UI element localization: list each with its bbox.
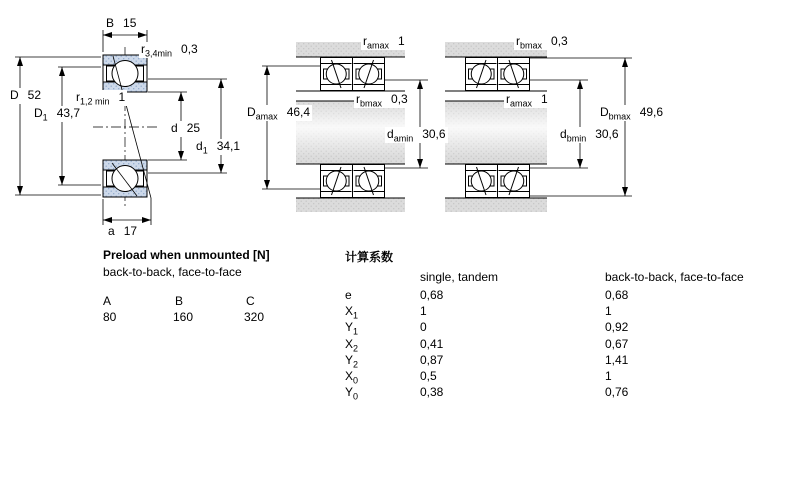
factor-value: 0,68 <box>605 288 629 302</box>
housing-section <box>445 198 547 212</box>
dim-value: 52 <box>27 88 42 102</box>
preload-col-header: B <box>175 294 184 308</box>
dim-base: D <box>247 105 256 119</box>
dim-sub: 1 <box>42 112 48 123</box>
dim-value: 43,7 <box>56 106 81 120</box>
dim-sub: bmax <box>360 98 383 109</box>
factor-label <box>345 385 358 401</box>
factors-single-column <box>420 288 443 401</box>
preload-value: 320 <box>244 310 265 324</box>
dim-label-d1 <box>194 139 242 155</box>
factors-title: 计算系数 <box>345 250 394 264</box>
bearing-section-top <box>103 55 147 92</box>
preload-value: 160 <box>173 310 194 324</box>
dim-base: a <box>108 224 115 238</box>
dim-base: r <box>356 92 360 106</box>
dim-base: D <box>600 105 609 119</box>
dim-label-Dbmax <box>598 105 665 121</box>
dim-value: 1 <box>118 90 126 104</box>
dim-value: 0,3 <box>391 92 408 106</box>
dim-value: 30,6 <box>422 127 446 141</box>
dim-value: 25 <box>186 121 201 135</box>
factors-col-paired-header: back-to-back, face-to-face <box>605 270 744 284</box>
ball <box>112 61 138 87</box>
dim-base: r <box>363 34 367 48</box>
dim-label-dbmin <box>558 127 621 143</box>
dim-a <box>103 198 151 225</box>
factor-label <box>345 320 358 336</box>
factor-symbol: X <box>345 304 354 319</box>
factors-paired-column <box>605 288 628 401</box>
factor-value: 1 <box>605 368 612 383</box>
dim-sub: amax <box>255 111 278 122</box>
dim-value: 46,4 <box>286 105 311 119</box>
factor-sub: 1 <box>353 326 359 337</box>
dim-base: r <box>76 90 80 104</box>
dim-sub: 1,2 min <box>80 96 110 107</box>
dim-value: 17 <box>123 224 138 238</box>
factor-label <box>345 369 358 385</box>
dim-base: r <box>141 42 145 56</box>
dim-sub: bmin <box>566 133 587 144</box>
factor-label <box>345 304 358 320</box>
factor-symbol: Y <box>345 352 354 367</box>
factor-sub: 2 <box>353 342 359 353</box>
ball <box>112 166 138 192</box>
shaft-highlight <box>445 101 547 164</box>
dim-base: d <box>387 127 394 141</box>
dim-label-rbmax-b <box>514 34 570 50</box>
dim-value: 49,6 <box>639 105 664 119</box>
dim-label-B <box>104 16 138 32</box>
dim-D <box>15 57 101 195</box>
preload-subtitle: back-to-back, face-to-face <box>103 265 242 279</box>
preload-col-header: C <box>246 294 255 308</box>
dim-label-damin <box>385 127 448 143</box>
factor-value: 1 <box>420 304 427 319</box>
factor-sub: 0 <box>353 375 359 386</box>
factor-value: 0,41 <box>420 336 444 351</box>
preload-value: 80 <box>103 310 117 324</box>
dim-base: D <box>34 106 43 120</box>
dim-label-D <box>8 88 43 104</box>
dim-label-ramax-b <box>504 92 550 108</box>
factor-value: 0,92 <box>605 320 629 335</box>
dim-sub: 3,4min <box>145 48 173 59</box>
dim-base: r <box>506 92 510 106</box>
dim-value: 34,1 <box>216 139 241 153</box>
factor-value: 0,5 <box>420 368 437 383</box>
bearing-section-bottom <box>103 160 147 197</box>
factor-value: 0,68 <box>420 288 444 302</box>
factor-symbol: X <box>345 336 354 351</box>
factor-symbol: X <box>345 368 354 383</box>
factor-sub: 0 <box>353 391 359 402</box>
dim-label-r12 <box>74 90 127 106</box>
dim-label-d <box>169 121 202 137</box>
dim-base: d <box>560 127 567 141</box>
dim-base: r <box>516 34 520 48</box>
factors-label-column <box>345 288 358 401</box>
preload-col-header: A <box>103 294 112 308</box>
dim-label-r34 <box>139 42 200 58</box>
dim-label-Damax <box>245 105 312 121</box>
factor-symbol: Y <box>345 385 354 400</box>
dim-D1 <box>58 67 101 185</box>
factor-label <box>345 353 358 369</box>
dim-label-ramax-a <box>361 34 407 50</box>
factor-symbol: Y <box>345 320 354 335</box>
housing-section <box>296 198 405 212</box>
factor-label <box>345 288 358 304</box>
factor-value: 0,67 <box>605 336 629 351</box>
dim-value: 1 <box>398 34 405 48</box>
dim-base: B <box>106 16 115 30</box>
dim-sub: amin <box>393 133 414 144</box>
factor-value: 0,76 <box>605 385 629 400</box>
factor-sub: 2 <box>353 359 359 370</box>
factor-value: 0,38 <box>420 385 444 400</box>
factor-value: 0 <box>420 320 427 335</box>
preload-title: Preload when unmounted [N] <box>103 248 270 262</box>
dim-value: 0,3 <box>181 42 198 56</box>
dim-sub: bmax <box>608 111 631 122</box>
factor-symbol: e <box>345 288 352 302</box>
dim-sub: bmax <box>520 40 543 51</box>
dim-base: d <box>171 121 178 135</box>
dim-label-rbmax-a <box>354 92 410 108</box>
factors-col-single-header: single, tandem <box>420 270 499 284</box>
dim-sub: amax <box>367 40 390 51</box>
dim-value: 1 <box>541 92 548 106</box>
factor-value: 1,41 <box>605 352 629 367</box>
dim-value: 0,3 <box>551 34 568 48</box>
dim-base: D <box>10 88 19 102</box>
dim-label-D1 <box>32 106 82 122</box>
dim-base: d <box>196 139 203 153</box>
dim-sub: amax <box>510 98 533 109</box>
factor-sub: 1 <box>353 310 359 321</box>
dim-sub: 1 <box>202 145 208 156</box>
factor-label <box>345 337 358 353</box>
dim-value: 30,6 <box>595 127 619 141</box>
factor-value: 0,87 <box>420 352 444 367</box>
factor-value: 1 <box>605 304 612 319</box>
dim-label-a <box>106 224 139 240</box>
dim-value: 15 <box>123 16 137 30</box>
